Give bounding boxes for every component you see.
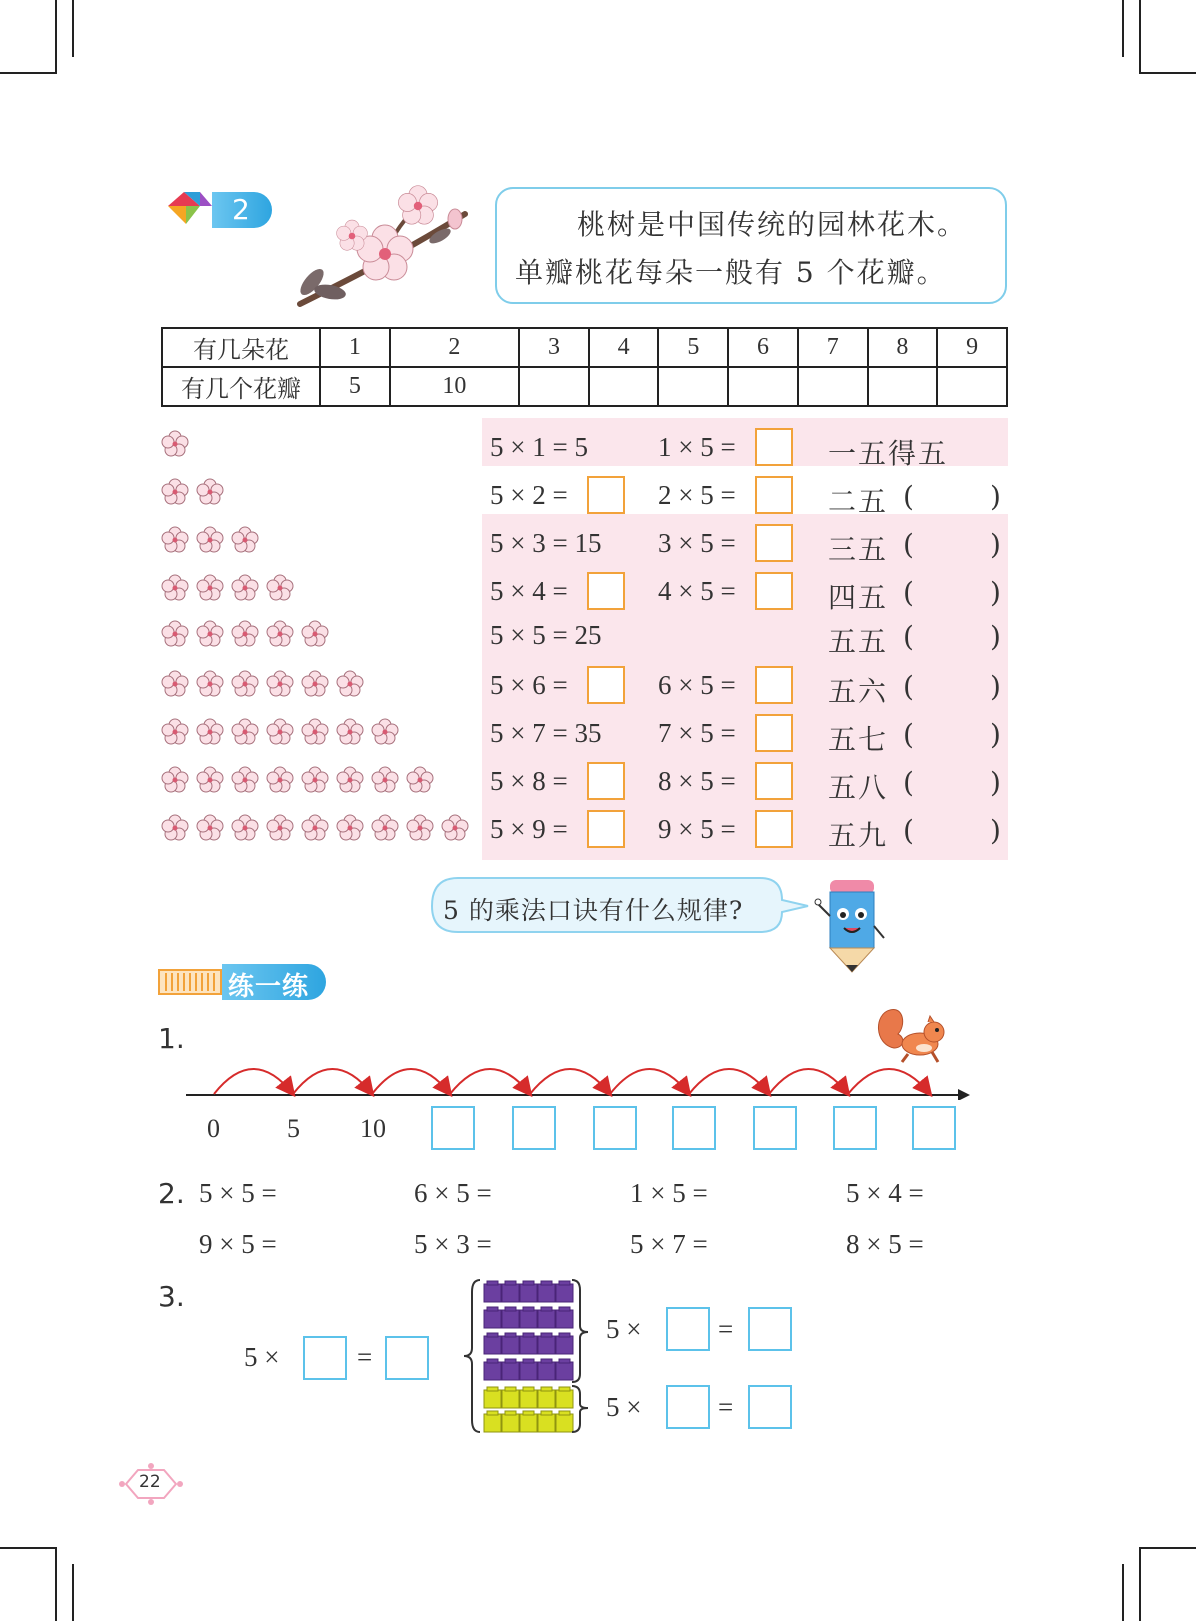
table-cell: 2 [390, 328, 519, 367]
cube-stud [541, 1281, 552, 1285]
rhyme-text: 四五 [828, 581, 889, 614]
peach-flower-icon [195, 814, 225, 846]
q3-left-expression: 5 × [244, 1342, 280, 1372]
rhyme-text: 五八 [828, 771, 889, 804]
table-cell: 7 [798, 328, 868, 367]
peach-flower-icon [300, 718, 330, 750]
rhyme-paren-close: ) [990, 620, 1001, 653]
peach-flower-icon [230, 620, 260, 652]
table-header: 有几个花瓣 [162, 367, 320, 406]
cube-stud [487, 1411, 498, 1415]
number-line-answer-box[interactable] [753, 1106, 797, 1150]
peach-flower-icon [230, 670, 260, 702]
rhyme-text: 五五 [828, 625, 889, 658]
crop-mark [0, 72, 57, 74]
rhyme-text: 二五 [828, 485, 889, 518]
peach-flower-icon [265, 814, 295, 846]
crop-mark [55, 0, 57, 74]
brace [464, 1280, 480, 1432]
crop-mark [1139, 0, 1141, 74]
cube-stud [487, 1307, 498, 1311]
peach-flower-icon [440, 814, 470, 846]
cube [520, 1414, 537, 1432]
rhyme-text: 一五得五 [828, 437, 949, 470]
peach-flower-icon [195, 478, 225, 510]
crop-mark [1139, 1547, 1141, 1621]
rhyme-paren-open: ( [903, 620, 914, 653]
table-cell: 1 [320, 328, 390, 367]
rhyme-paren-open: ( [903, 814, 914, 847]
cube [520, 1390, 537, 1408]
equation-2: 2 × 5 = [658, 480, 736, 510]
rhyme-text: 五七 [828, 723, 889, 756]
crop-mark [1122, 0, 1124, 57]
cube [538, 1390, 555, 1408]
intro-line-2: 单瓣桃花每朵一般有 5 个花瓣。 [515, 256, 947, 289]
exercise-item: 5 × 7 = [630, 1229, 708, 1259]
equation-1: 5 × 6 = [490, 670, 568, 700]
cube-stud [559, 1359, 570, 1363]
equation-2: 8 × 5 = [658, 766, 736, 796]
cube [502, 1284, 519, 1302]
equation-2: 1 × 5 = [658, 432, 736, 462]
equation-1: 5 × 8 = [490, 766, 568, 796]
peach-flower-icon [230, 814, 260, 846]
tangram-icon [160, 188, 220, 232]
peach-flower-icon [300, 620, 330, 652]
table-cell: 3 [519, 328, 589, 367]
number-line-answer-box[interactable] [431, 1106, 475, 1150]
cube-stud [559, 1387, 570, 1391]
equation-1: 5 × 3 = 15 [490, 528, 602, 558]
cube [556, 1310, 573, 1328]
cube [538, 1284, 555, 1302]
cube-stud [487, 1387, 498, 1391]
cube [556, 1362, 573, 1380]
jump-arc [530, 1069, 610, 1094]
q3-right-expression-1: 5 × [606, 1314, 642, 1344]
question-3-label: 3. [158, 1280, 185, 1313]
rhyme-text: 三五 [828, 533, 889, 566]
answer-box[interactable] [587, 666, 625, 704]
q3-right-expression-2: 5 × [606, 1392, 642, 1422]
answer-box[interactable] [587, 572, 625, 610]
cube-stud [541, 1307, 552, 1311]
cube-stud [523, 1307, 534, 1311]
section-number: 2 [232, 193, 250, 226]
jump-arc [610, 1069, 689, 1094]
table-cell: 5 [658, 328, 728, 367]
jump-arc [372, 1069, 450, 1094]
q3-equals: = [357, 1342, 373, 1372]
practice-title: 练一练 [228, 972, 310, 1002]
peach-flower-icon [195, 574, 225, 606]
cube-stud [523, 1281, 534, 1285]
rhyme-paren-open: ( [903, 766, 914, 799]
cube [520, 1336, 537, 1354]
cube [502, 1414, 519, 1432]
exercise-item: 5 × 5 = [199, 1178, 277, 1208]
peach-flower-icon [265, 670, 295, 702]
rhyme-paren-open: ( [903, 718, 914, 751]
rhyme-paren-close: ) [990, 718, 1001, 751]
peach-flower-icon [300, 670, 330, 702]
table-row [162, 328, 1007, 367]
cube [520, 1284, 537, 1302]
table-cell[interactable] [589, 367, 659, 406]
cube-stud [505, 1307, 516, 1311]
cube-stud [505, 1411, 516, 1415]
jump-arc [214, 1069, 293, 1094]
cube-stud [523, 1387, 534, 1391]
equation-2: 7 × 5 = [658, 718, 736, 748]
pencil-mascot-icon [812, 876, 892, 976]
table-cell: 8 [868, 328, 938, 367]
crop-mark [1122, 1564, 1124, 1621]
number-line-answer-box[interactable] [672, 1106, 716, 1150]
number-line [180, 1050, 970, 1100]
table-cell: 6 [728, 328, 798, 367]
cube-stud [487, 1359, 498, 1363]
cube [484, 1336, 501, 1354]
rhyme-text: 五九 [828, 819, 889, 852]
peach-flower-icon [370, 814, 400, 846]
equation-2: 4 × 5 = [658, 576, 736, 606]
tick-label: 10 [360, 1114, 386, 1143]
cube-stacks [460, 1278, 594, 1434]
number-line-answer-box[interactable] [593, 1106, 637, 1150]
exercise-item: 9 × 5 = [199, 1229, 277, 1259]
table-cell[interactable] [519, 367, 589, 406]
exercise-item: 8 × 5 = [846, 1229, 924, 1259]
peach-flower-icon [230, 574, 260, 606]
cube [502, 1362, 519, 1380]
q3-product-box[interactable] [385, 1336, 429, 1380]
peach-flower-icon [370, 766, 400, 798]
rhyme-paren-close: ) [990, 576, 1001, 609]
jump-arc [293, 1069, 372, 1094]
table-cell: 10 [390, 367, 519, 406]
cube-stud [559, 1281, 570, 1285]
crop-mark [72, 1564, 74, 1621]
cube-stud [505, 1359, 516, 1363]
intro-box [495, 187, 1007, 304]
cube-stud [487, 1333, 498, 1337]
peach-flower-icon [160, 620, 190, 652]
peach-flower-icon [335, 766, 365, 798]
practice-header [158, 964, 328, 1000]
peach-flower-icon [300, 814, 330, 846]
peach-flower-icon [335, 670, 365, 702]
number-line-answer-box[interactable] [512, 1106, 556, 1150]
answer-box[interactable] [755, 810, 793, 848]
rhyme-paren-open: ( [903, 670, 914, 703]
peach-flower-icon [405, 814, 435, 846]
cube-stud [541, 1333, 552, 1337]
rhyme-text: 五六 [828, 675, 889, 708]
cube [556, 1390, 573, 1408]
cube-stud [505, 1281, 516, 1285]
rhyme-paren-close: ) [990, 814, 1001, 847]
cube-stud [505, 1333, 516, 1337]
cube [502, 1390, 519, 1408]
question-1-label: 1. [158, 1022, 185, 1055]
answer-box[interactable] [755, 524, 793, 562]
answer-box[interactable] [587, 810, 625, 848]
cube [538, 1362, 555, 1380]
brace [572, 1386, 588, 1432]
tick-label: 0 [207, 1114, 220, 1143]
jump-arc [689, 1069, 769, 1094]
table-cell[interactable] [728, 367, 798, 406]
q3-equals: = [718, 1314, 734, 1344]
answer-box[interactable] [755, 572, 793, 610]
answer-box[interactable] [587, 476, 625, 514]
cube [538, 1336, 555, 1354]
cube [502, 1336, 519, 1354]
peach-flower-icon [160, 430, 190, 462]
peach-flower-icon [160, 670, 190, 702]
peach-flower-icon [335, 814, 365, 846]
cube-stud [505, 1387, 516, 1391]
number-line-answer-box[interactable] [833, 1106, 877, 1150]
table-cell[interactable] [868, 367, 938, 406]
peach-flower-icon [300, 766, 330, 798]
q3-product-box[interactable] [748, 1385, 792, 1429]
cube-stud [523, 1333, 534, 1337]
answer-box[interactable] [755, 714, 793, 752]
crop-mark [1139, 1547, 1196, 1549]
jump-arc [848, 1069, 930, 1094]
peach-flower-icon [160, 814, 190, 846]
q3-product-box[interactable] [748, 1307, 792, 1351]
table-cell[interactable] [658, 367, 728, 406]
table-cell: 5 [320, 367, 390, 406]
cube [538, 1310, 555, 1328]
peach-flower-icon [160, 718, 190, 750]
peach-blossom-branch-icon [290, 184, 480, 314]
crop-mark [0, 1547, 57, 1549]
equation-1: 5 × 4 = [490, 576, 568, 606]
cube-stud [541, 1411, 552, 1415]
peach-flower-icon [265, 574, 295, 606]
peach-flower-icon [160, 526, 190, 558]
cube-stud [541, 1359, 552, 1363]
peach-flower-icon [230, 718, 260, 750]
rhyme-paren-close: ) [990, 670, 1001, 703]
answer-box[interactable] [755, 762, 793, 800]
cube-stud [523, 1359, 534, 1363]
equation-1: 5 × 5 = 25 [490, 620, 602, 650]
cube [484, 1310, 501, 1328]
cube [502, 1310, 519, 1328]
jump-arc [450, 1069, 530, 1094]
equation-1: 5 × 9 = [490, 814, 568, 844]
abacus-icon [158, 969, 222, 995]
exercise-item: 5 × 4 = [846, 1178, 924, 1208]
cube [484, 1390, 501, 1408]
peach-flower-icon [265, 766, 295, 798]
peach-flower-icon [160, 478, 190, 510]
equation-1: 5 × 7 = 35 [490, 718, 602, 748]
peach-flower-icon [230, 526, 260, 558]
table-cell: 9 [937, 328, 1007, 367]
peach-flower-icon [265, 718, 295, 750]
rhyme-paren-open: ( [903, 576, 914, 609]
cube [556, 1336, 573, 1354]
flower-petal-table [161, 327, 1008, 407]
q3-factor-box[interactable] [303, 1336, 347, 1380]
peach-flower-icon [195, 718, 225, 750]
equation-1: 5 × 2 = [490, 480, 568, 510]
cube-stud [559, 1411, 570, 1415]
exercise-item: 5 × 3 = [414, 1229, 492, 1259]
table-cell[interactable] [798, 367, 868, 406]
peach-flower-icon [405, 766, 435, 798]
crop-mark [72, 0, 74, 57]
cube-stud [559, 1333, 570, 1337]
number-line-arrowhead [958, 1089, 970, 1100]
table-cell[interactable] [937, 367, 1007, 406]
section-badge [160, 188, 272, 232]
answer-box[interactable] [587, 762, 625, 800]
cube [484, 1284, 501, 1302]
cube [538, 1414, 555, 1432]
q3-factor-box[interactable] [666, 1307, 710, 1351]
rhyme-paren-close: ) [990, 528, 1001, 561]
cube [556, 1414, 573, 1432]
crop-mark [1139, 72, 1196, 74]
jump-arcs [214, 1069, 930, 1094]
peach-flower-icon [195, 766, 225, 798]
table-cell: 4 [589, 328, 659, 367]
q3-factor-box[interactable] [666, 1385, 710, 1429]
peach-flower-icon [265, 620, 295, 652]
peach-flower-icon [160, 574, 190, 606]
bubble-text: 5 的乘法口诀有什么规律? [443, 896, 744, 925]
cube [520, 1310, 537, 1328]
question-2-label: 2. [158, 1177, 185, 1210]
answer-box[interactable] [755, 666, 793, 704]
cube-stud [487, 1281, 498, 1285]
crop-mark [55, 1547, 57, 1621]
peach-flower-icon [195, 670, 225, 702]
cube [484, 1362, 501, 1380]
cube [520, 1362, 537, 1380]
tick-label: 5 [287, 1114, 300, 1143]
number-line-answer-box[interactable] [912, 1106, 956, 1150]
rhyme-paren-close: ) [990, 480, 1001, 513]
q3-equals: = [718, 1392, 734, 1422]
cube-stud [559, 1307, 570, 1311]
table-header: 有几朵花 [162, 328, 320, 367]
peach-flower-icon [195, 526, 225, 558]
answer-box[interactable] [755, 428, 793, 466]
exercise-item: 1 × 5 = [630, 1178, 708, 1208]
equation-2: 3 × 5 = [658, 528, 736, 558]
rhyme-paren-open: ( [903, 528, 914, 561]
answer-box[interactable] [755, 476, 793, 514]
page-number: 22 [139, 1472, 161, 1492]
exercise-item: 6 × 5 = [414, 1178, 492, 1208]
rhyme-paren-open: ( [903, 480, 914, 513]
cube [484, 1414, 501, 1432]
peach-flower-icon [335, 718, 365, 750]
cube-stud [541, 1387, 552, 1391]
peach-flower-icon [370, 718, 400, 750]
jump-arc [769, 1069, 848, 1094]
intro-line-1: 桃树是中国传统的园林花木。 [577, 208, 968, 241]
equation-2: 6 × 5 = [658, 670, 736, 700]
cube-stud [523, 1411, 534, 1415]
table-row [162, 367, 1007, 406]
equation-1: 5 × 1 = 5 [490, 432, 588, 462]
brace [572, 1280, 588, 1382]
peach-flower-icon [160, 766, 190, 798]
cube [556, 1284, 573, 1302]
rhyme-paren-close: ) [990, 766, 1001, 799]
equation-2: 9 × 5 = [658, 814, 736, 844]
peach-flower-icon [230, 766, 260, 798]
peach-flower-icon [195, 620, 225, 652]
